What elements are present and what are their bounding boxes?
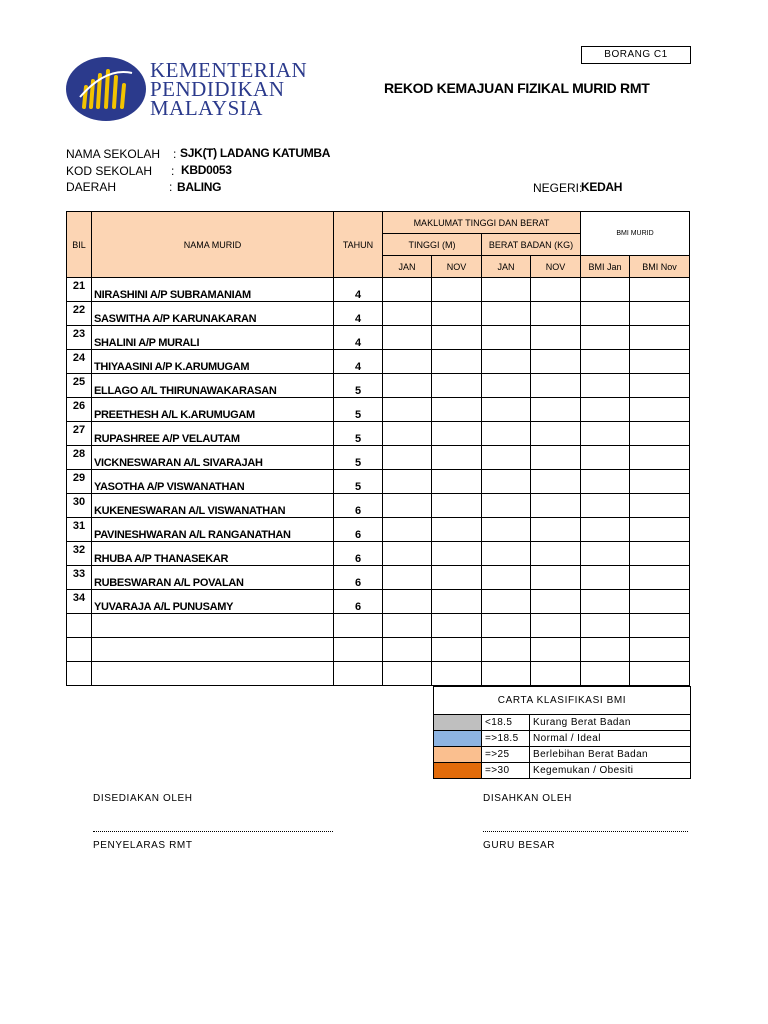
- cell-tinggi-nov: [432, 422, 482, 446]
- bmi-swatch: [434, 763, 482, 779]
- row-nama: KUKENESWARAN A/L VISWANATHAN: [92, 494, 334, 518]
- school-code-value: KBD0053: [181, 163, 232, 177]
- header-bmi: BMI MURID: [581, 212, 690, 256]
- cell-berat-nov: [531, 542, 581, 566]
- bmi-swatch: [434, 731, 482, 747]
- cell-berat-nov: [531, 566, 581, 590]
- row-nama: RHUBA A/P THANASEKAR: [92, 542, 334, 566]
- cell-tinggi-nov: [432, 494, 482, 518]
- table-row: [67, 614, 690, 638]
- cell-tinggi-nov: [432, 278, 482, 302]
- cell-bmi-nov: [630, 542, 690, 566]
- header-bil: BIL: [67, 212, 92, 278]
- table-row: [67, 326, 690, 350]
- cell-bmi-nov: [630, 638, 690, 662]
- cell-bmi-jan: [581, 518, 630, 542]
- logo-wordmark: KEMENTERIAN PENDIDIKAN MALAYSIA: [150, 58, 308, 120]
- school-name-label: NAMA SEKOLAH: [66, 147, 161, 161]
- cell-tinggi-jan: [383, 494, 432, 518]
- cell-tinggi-nov: [432, 326, 482, 350]
- table-row: [67, 494, 690, 518]
- cell-tinggi-nov: [432, 638, 482, 662]
- cell-bmi-nov: [630, 446, 690, 470]
- cell-berat-nov: [531, 638, 581, 662]
- bmi-classification-title: CARTA KLASIFIKASI BMI: [434, 687, 691, 715]
- cell-tinggi-nov: [432, 614, 482, 638]
- cell-berat-jan: [482, 614, 531, 638]
- bmi-range: =>18.5: [482, 731, 530, 747]
- header-tahun: TAHUN: [334, 212, 383, 278]
- cell-bmi-nov: [630, 590, 690, 614]
- cell-berat-nov: [531, 662, 581, 686]
- row-tahun: 4: [334, 350, 383, 374]
- table-row: [67, 590, 690, 614]
- row-nama: [92, 614, 334, 638]
- header-tinggi-jan: JAN: [383, 256, 432, 278]
- row-nama: SHALINI A/P MURALI: [92, 326, 334, 350]
- header-berat: BERAT BADAN (KG): [482, 234, 581, 256]
- bmi-category: Kegemukan / Obesiti: [530, 763, 691, 779]
- cell-tinggi-jan: [383, 542, 432, 566]
- header-nama: NAMA MURID: [92, 212, 334, 278]
- row-bil: 28: [67, 446, 92, 470]
- row-bil: [67, 614, 92, 638]
- prepared-signature-line: [93, 831, 333, 832]
- cell-berat-nov: [531, 398, 581, 422]
- cell-tinggi-nov: [432, 662, 482, 686]
- table-row: [67, 446, 690, 470]
- colon: :: [173, 147, 177, 161]
- bmi-classification-table: [433, 686, 691, 779]
- cell-tinggi-nov: [432, 374, 482, 398]
- bmi-range: =>25: [482, 747, 530, 763]
- state-label: NEGERI:: [533, 181, 583, 195]
- colon: :: [169, 180, 173, 194]
- row-bil: 31: [67, 518, 92, 542]
- cell-berat-jan: [482, 662, 531, 686]
- table-row: [67, 542, 690, 566]
- cell-tinggi-nov: [432, 566, 482, 590]
- cell-tinggi-nov: [432, 302, 482, 326]
- state-value: KEDAH: [581, 180, 623, 194]
- cell-bmi-jan: [581, 446, 630, 470]
- row-bil: 29: [67, 470, 92, 494]
- row-nama: PREETHESH A/L K.ARUMUGAM: [92, 398, 334, 422]
- cell-berat-jan: [482, 446, 531, 470]
- row-bil: [67, 638, 92, 662]
- cell-bmi-jan: [581, 614, 630, 638]
- row-tahun: [334, 638, 383, 662]
- cell-bmi-jan: [581, 374, 630, 398]
- table-row: [67, 278, 690, 302]
- cell-berat-jan: [482, 590, 531, 614]
- row-nama: [92, 638, 334, 662]
- district-value: BALING: [177, 180, 222, 194]
- cell-bmi-nov: [630, 614, 690, 638]
- cell-berat-jan: [482, 566, 531, 590]
- table-row: [67, 422, 690, 446]
- cell-tinggi-jan: [383, 374, 432, 398]
- header-berat-nov: NOV: [531, 256, 581, 278]
- cell-berat-nov: [531, 302, 581, 326]
- cell-bmi-jan: [581, 350, 630, 374]
- bmi-swatch: [434, 715, 482, 731]
- cell-bmi-nov: [630, 350, 690, 374]
- bmi-swatch: [434, 747, 482, 763]
- cell-bmi-jan: [581, 590, 630, 614]
- cell-berat-nov: [531, 470, 581, 494]
- cell-tinggi-nov: [432, 590, 482, 614]
- cell-bmi-nov: [630, 518, 690, 542]
- cell-tinggi-jan: [383, 278, 432, 302]
- header-tinggi-nov: NOV: [432, 256, 482, 278]
- cell-berat-nov: [531, 590, 581, 614]
- cell-berat-nov: [531, 278, 581, 302]
- row-nama: VICKNESWARAN A/L SIVARAJAH: [92, 446, 334, 470]
- row-nama: NIRASHINI A/P SUBRAMANIAM: [92, 278, 334, 302]
- page-title: REKOD KEMAJUAN FIZIKAL MURID RMT: [384, 80, 650, 96]
- cell-berat-jan: [482, 542, 531, 566]
- row-bil: 21: [67, 278, 92, 302]
- school-code-label: KOD SEKOLAH: [66, 164, 153, 178]
- cell-berat-jan: [482, 350, 531, 374]
- header-maklumat: MAKLUMAT TINGGI DAN BERAT: [383, 212, 581, 234]
- cell-berat-jan: [482, 494, 531, 518]
- cell-berat-jan: [482, 278, 531, 302]
- cell-tinggi-nov: [432, 350, 482, 374]
- cell-berat-nov: [531, 374, 581, 398]
- row-tahun: 6: [334, 494, 383, 518]
- row-bil: 34: [67, 590, 92, 614]
- table-row: [67, 518, 690, 542]
- row-nama: THIYAASINI A/P K.ARUMUGAM: [92, 350, 334, 374]
- cell-bmi-nov: [630, 278, 690, 302]
- cell-bmi-jan: [581, 470, 630, 494]
- cell-bmi-nov: [630, 398, 690, 422]
- row-bil: 30: [67, 494, 92, 518]
- row-tahun: 6: [334, 542, 383, 566]
- cell-bmi-nov: [630, 422, 690, 446]
- cell-tinggi-jan: [383, 662, 432, 686]
- ministry-logo: [66, 57, 316, 127]
- cell-tinggi-jan: [383, 302, 432, 326]
- header-bmi-nov: BMI Nov: [630, 256, 690, 278]
- district-label: DAERAH: [66, 180, 117, 194]
- student-table: [66, 211, 690, 686]
- cell-bmi-jan: [581, 662, 630, 686]
- cell-tinggi-jan: [383, 446, 432, 470]
- row-bil: 23: [67, 326, 92, 350]
- row-tahun: 6: [334, 566, 383, 590]
- approved-role: GURU BESAR: [483, 840, 556, 851]
- table-row: [67, 638, 690, 662]
- row-tahun: 4: [334, 302, 383, 326]
- row-tahun: 5: [334, 398, 383, 422]
- table-row: [67, 566, 690, 590]
- table-row: [67, 398, 690, 422]
- row-nama: ELLAGO A/L THIRUNAWAKARASAN: [92, 374, 334, 398]
- cell-tinggi-nov: [432, 470, 482, 494]
- row-nama: YASOTHA A/P VISWANATHAN: [92, 470, 334, 494]
- table-row: [67, 662, 690, 686]
- cell-tinggi-jan: [383, 566, 432, 590]
- cell-tinggi-jan: [383, 350, 432, 374]
- cell-tinggi-nov: [432, 398, 482, 422]
- cell-bmi-jan: [581, 542, 630, 566]
- bmi-range: <18.5: [482, 715, 530, 731]
- bmi-category: Normal / Ideal: [530, 731, 691, 747]
- header-berat-jan: JAN: [482, 256, 531, 278]
- cell-berat-jan: [482, 398, 531, 422]
- prepared-role: PENYELARAS RMT: [93, 840, 193, 851]
- row-nama: RUBESWARAN A/L POVALAN: [92, 566, 334, 590]
- row-tahun: 4: [334, 326, 383, 350]
- row-nama: YUVARAJA A/L PUNUSAMY: [92, 590, 334, 614]
- row-bil: 27: [67, 422, 92, 446]
- row-tahun: 5: [334, 470, 383, 494]
- cell-tinggi-jan: [383, 590, 432, 614]
- table-row: [67, 374, 690, 398]
- row-tahun: 6: [334, 518, 383, 542]
- cell-bmi-nov: [630, 374, 690, 398]
- school-name-value: SJK(T) LADANG KATUMBA: [180, 146, 331, 160]
- row-nama: PAVINESHWARAN A/L RANGANATHAN: [92, 518, 334, 542]
- header-tinggi: TINGGI (M): [383, 234, 482, 256]
- row-nama: SASWITHA A/P KARUNAKARAN: [92, 302, 334, 326]
- cell-berat-nov: [531, 614, 581, 638]
- cell-bmi-nov: [630, 566, 690, 590]
- cell-berat-jan: [482, 374, 531, 398]
- row-tahun: [334, 614, 383, 638]
- cell-bmi-nov: [630, 494, 690, 518]
- table-row: [67, 350, 690, 374]
- cell-berat-jan: [482, 422, 531, 446]
- cell-bmi-jan: [581, 566, 630, 590]
- cell-berat-nov: [531, 422, 581, 446]
- cell-bmi-jan: [581, 326, 630, 350]
- header-bmi-jan: BMI Jan: [581, 256, 630, 278]
- logo-emblem-icon: [66, 57, 146, 121]
- row-bil: 26: [67, 398, 92, 422]
- row-nama: [92, 662, 334, 686]
- row-bil: 33: [67, 566, 92, 590]
- bmi-range: =>30: [482, 763, 530, 779]
- colon: :: [171, 164, 175, 178]
- cell-bmi-nov: [630, 662, 690, 686]
- cell-bmi-jan: [581, 302, 630, 326]
- cell-tinggi-nov: [432, 446, 482, 470]
- cell-tinggi-jan: [383, 614, 432, 638]
- cell-bmi-jan: [581, 494, 630, 518]
- row-bil: 25: [67, 374, 92, 398]
- bmi-category: Kurang Berat Badan: [530, 715, 691, 731]
- cell-tinggi-nov: [432, 518, 482, 542]
- row-nama: RUPASHREE A/P VELAUTAM: [92, 422, 334, 446]
- cell-tinggi-jan: [383, 518, 432, 542]
- bmi-category: Berlebihan Berat Badan: [530, 747, 691, 763]
- row-bil: 24: [67, 350, 92, 374]
- cell-berat-jan: [482, 302, 531, 326]
- cell-tinggi-nov: [432, 542, 482, 566]
- cell-bmi-jan: [581, 278, 630, 302]
- table-row: [67, 470, 690, 494]
- prepared-by-label: DISEDIAKAN OLEH: [93, 793, 193, 804]
- cell-tinggi-jan: [383, 398, 432, 422]
- form-code-box: BORANG C1: [581, 46, 691, 64]
- row-tahun: 5: [334, 446, 383, 470]
- cell-bmi-jan: [581, 422, 630, 446]
- cell-bmi-nov: [630, 470, 690, 494]
- cell-bmi-nov: [630, 302, 690, 326]
- row-tahun: 6: [334, 590, 383, 614]
- cell-bmi-jan: [581, 398, 630, 422]
- row-bil: 22: [67, 302, 92, 326]
- cell-berat-nov: [531, 494, 581, 518]
- cell-bmi-nov: [630, 326, 690, 350]
- cell-tinggi-jan: [383, 470, 432, 494]
- table-row: [67, 302, 690, 326]
- row-bil: [67, 662, 92, 686]
- approved-signature-line: [483, 831, 688, 832]
- row-tahun: [334, 662, 383, 686]
- cell-berat-jan: [482, 518, 531, 542]
- row-bil: 32: [67, 542, 92, 566]
- cell-berat-jan: [482, 638, 531, 662]
- cell-berat-jan: [482, 470, 531, 494]
- cell-bmi-jan: [581, 638, 630, 662]
- approved-by-label: DISAHKAN OLEH: [483, 793, 572, 804]
- cell-tinggi-jan: [383, 326, 432, 350]
- row-tahun: 5: [334, 422, 383, 446]
- cell-berat-jan: [482, 326, 531, 350]
- row-tahun: 4: [334, 278, 383, 302]
- cell-berat-nov: [531, 350, 581, 374]
- cell-tinggi-jan: [383, 422, 432, 446]
- cell-berat-nov: [531, 446, 581, 470]
- row-tahun: 5: [334, 374, 383, 398]
- cell-berat-nov: [531, 326, 581, 350]
- cell-tinggi-jan: [383, 638, 432, 662]
- cell-berat-nov: [531, 518, 581, 542]
